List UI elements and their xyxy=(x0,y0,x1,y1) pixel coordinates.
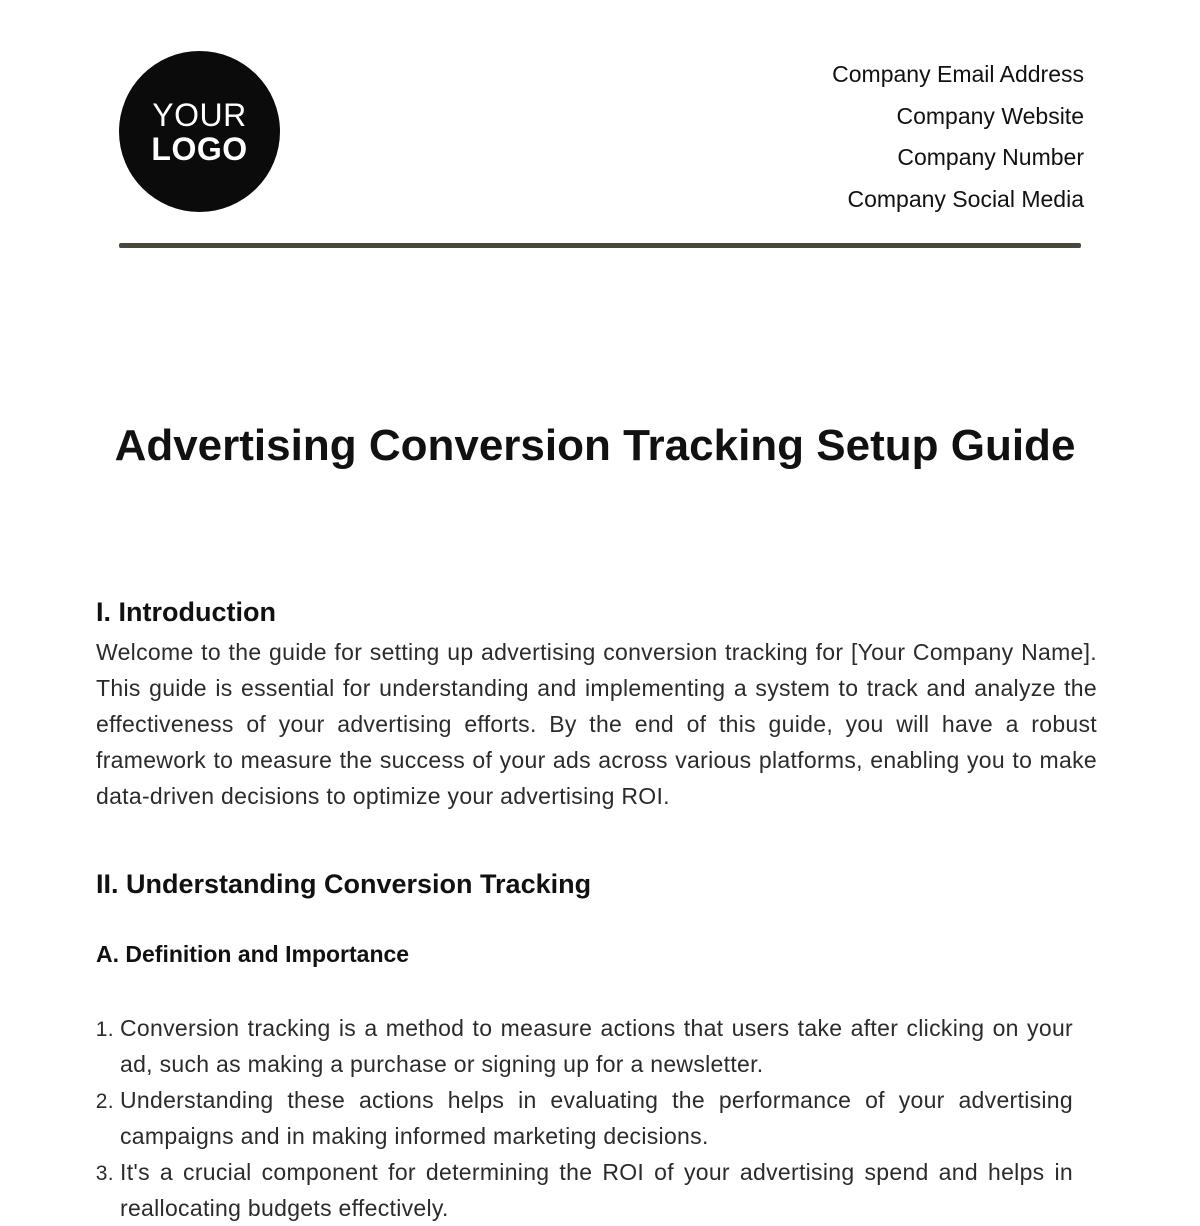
document-title: Advertising Conversion Tracking Setup Guide xyxy=(114,421,1076,470)
list-item: 3. It's a crucial component for determining the ROI of your advertising spend and helps in reallocating budgets effectively. xyxy=(120,1154,1073,1226)
document-body xyxy=(96,594,1097,1226)
list-item: 1. Conversion tracking is a method to measure actions that users take after clicking on your ad, such as making a purchase or signing up for a newsletter. xyxy=(120,1010,1073,1082)
introduction-paragraph: Welcome to the guide for setting up advertising conversion tracking for [Your Company Name]. This guide is essential for understanding and implementing a system to track and analyze the effectiveness of your advertising efforts. By the end of this guide, you will have a robust framework to measure the success of your ads across various platforms, enabling you to make data-driven decisions to optimize your advertising ROI. xyxy=(96,639,1097,809)
logo-line-1: YOUR xyxy=(152,96,247,133)
subsection-heading-definition: A. Definition and Importance xyxy=(96,941,410,967)
company-email: Company Email Address xyxy=(832,61,1084,87)
list-item: 2. Understanding these actions helps in evaluating the performance of your advertising campaigns and in making informed marketing decisions. xyxy=(120,1082,1073,1154)
company-website: Company Website xyxy=(896,102,1084,129)
company-logo xyxy=(119,51,280,212)
definition-list xyxy=(96,1010,1073,1226)
company-contact-block xyxy=(832,54,1084,220)
logo-line-2: LOGO xyxy=(151,130,248,167)
company-social-media: Company Social Media xyxy=(847,185,1084,212)
header-divider xyxy=(119,243,1081,248)
company-number: Company Number xyxy=(897,144,1084,170)
section-heading-understanding: II. Understanding Conversion Tracking xyxy=(96,869,592,899)
section-heading-introduction: I. Introduction xyxy=(96,597,276,627)
